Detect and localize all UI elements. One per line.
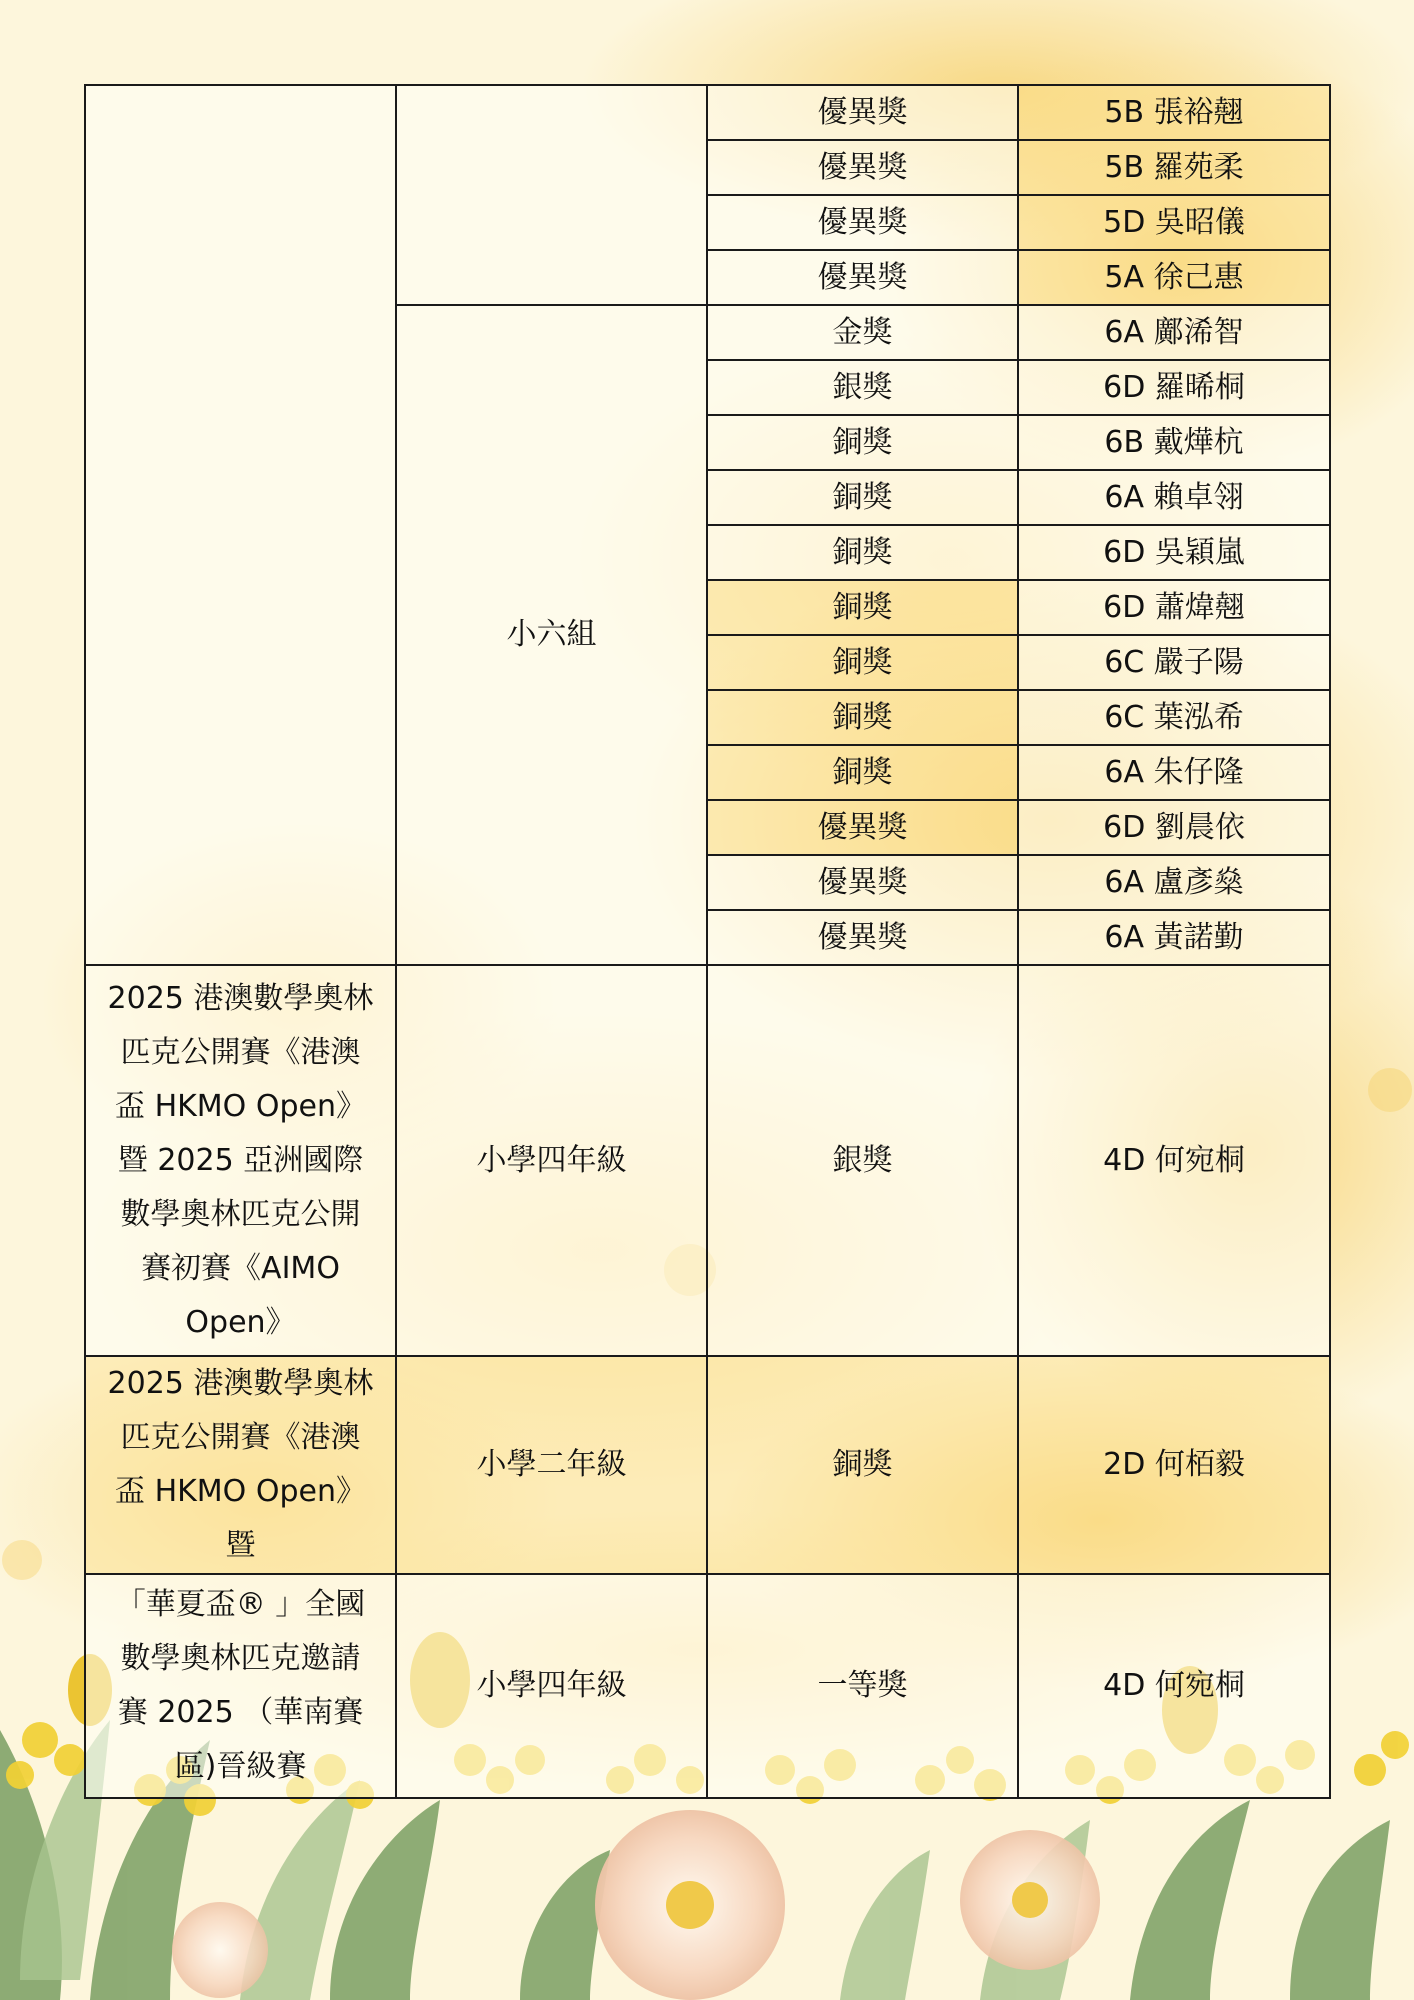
award-cell: 優異獎 [707,855,1018,910]
student-cell: 5B 羅苑柔 [1018,140,1330,195]
table-row [85,965,1330,1356]
award-cell: 銅獎 [707,525,1018,580]
competition-name-line: 賽 2025 （華南賽 [117,1695,364,1730]
competition-name-line: 盃 HKMO Open》 [115,1088,366,1124]
student-cell: 5D 吳昭儀 [1018,195,1330,250]
student-cell: 5A 徐己惠 [1018,250,1330,305]
student-cell: 6D 劉晨依 [1018,800,1330,855]
student-cell: 6B 戴燁杭 [1018,415,1330,470]
competition-name-line: 數學奧林匹克邀請 [120,1641,361,1676]
competition-name-line: 暨 [225,1528,256,1563]
competition-name-line: 數學奧林匹克公開 [120,1196,361,1232]
competition-name-line: 2025 港澳數學奧林 [107,980,374,1016]
award-cell: 銅獎 [707,1356,1018,1574]
competition-name-line: 區)晉級賽 [174,1749,307,1784]
competition-name-line: 「華夏盃® 」全國 [115,1587,366,1622]
award-cell: 一等獎 [707,1574,1018,1798]
group-cell: 小六組 [396,305,707,965]
competition-name-line: 盃 HKMO Open》 [115,1474,366,1509]
award-cell: 銅獎 [707,690,1018,745]
competition-cell [85,965,396,1356]
award-cell: 優異獎 [707,140,1018,195]
competition-cell-continued [85,85,396,965]
student-cell: 4D 何宛桐 [1018,1574,1330,1798]
competition-name-line: 暨 2025 亞洲國際 [117,1142,364,1178]
grade-cell: 小學二年級 [396,1356,707,1574]
competition-name-line: 賽初賽《AIMO [141,1250,340,1286]
student-cell: 6A 鄺浠智 [1018,305,1330,360]
competition-name-line: 匹克公開賽《港澳 [120,1420,361,1455]
competition-cell [85,1574,396,1798]
student-cell: 5B 張裕翹 [1018,85,1330,140]
grade-cell: 小學四年級 [396,965,707,1356]
award-cell: 優異獎 [707,910,1018,965]
awards-table-container [84,84,1331,1799]
table-row [85,1356,1330,1574]
award-cell: 銅獎 [707,470,1018,525]
student-cell: 6D 蕭煒翹 [1018,580,1330,635]
award-cell: 優異獎 [707,800,1018,855]
award-cell: 銅獎 [707,415,1018,470]
competition-name-line: Open》 [185,1304,296,1340]
student-cell: 6C 葉泓希 [1018,690,1330,745]
award-cell: 銅獎 [707,745,1018,800]
award-cell: 優異獎 [707,195,1018,250]
student-cell: 6A 賴卓翎 [1018,470,1330,525]
awards-table [84,84,1331,1799]
grade-cell: 小學四年級 [396,1574,707,1798]
award-cell: 優異獎 [707,85,1018,140]
student-cell: 6A 盧彥燊 [1018,855,1330,910]
award-cell: 銀獎 [707,360,1018,415]
table-row [85,85,1330,140]
award-cell: 金獎 [707,305,1018,360]
student-cell: 6D 吳穎嵐 [1018,525,1330,580]
student-cell: 6A 黃諾勤 [1018,910,1330,965]
student-cell: 6D 羅晞桐 [1018,360,1330,415]
award-cell: 銅獎 [707,580,1018,635]
award-cell: 銅獎 [707,635,1018,690]
group-cell-continued [396,85,707,305]
student-cell: 6A 朱仔隆 [1018,745,1330,800]
award-cell: 銀獎 [707,965,1018,1356]
competition-name-line: 匹克公開賽《港澳 [120,1034,361,1070]
award-cell: 優異獎 [707,250,1018,305]
student-cell: 4D 何宛桐 [1018,965,1330,1356]
table-row [85,1574,1330,1798]
student-cell: 2D 何栢毅 [1018,1356,1330,1574]
competition-name-line: 2025 港澳數學奧林 [107,1366,374,1401]
competition-cell [85,1356,396,1574]
student-cell: 6C 嚴子陽 [1018,635,1330,690]
